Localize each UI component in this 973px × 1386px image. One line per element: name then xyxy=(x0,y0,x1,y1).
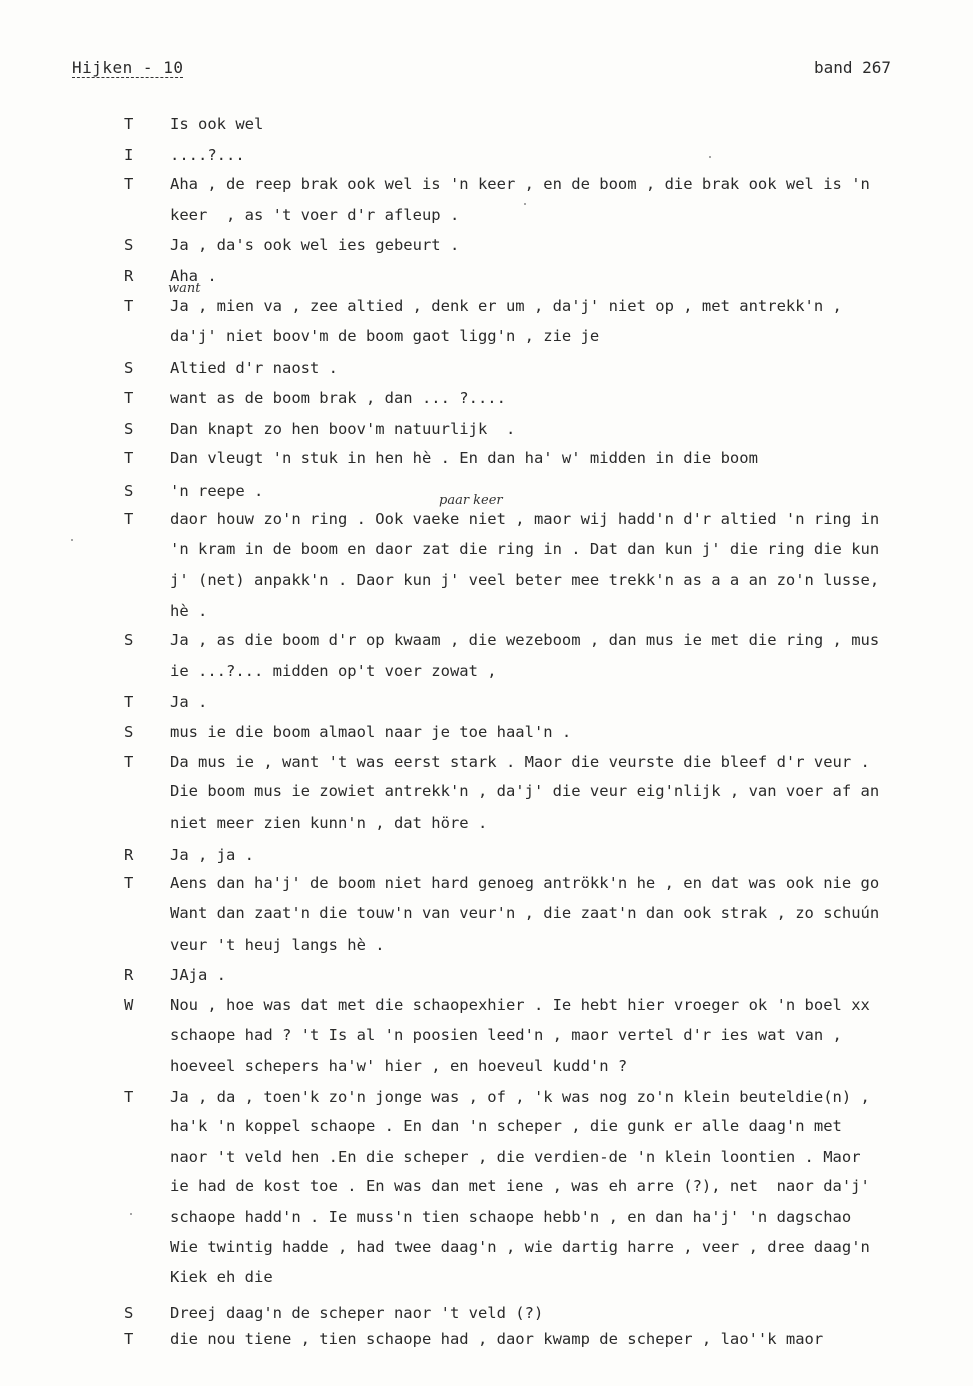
utterance-text: mus ie die boom almaol naar je toe haal'n . xyxy=(170,723,572,741)
transcript-line xyxy=(0,113,973,135)
transcript-line xyxy=(0,295,973,317)
speaker-label: T xyxy=(124,297,134,315)
document-header-left xyxy=(72,58,183,78)
transcript-line xyxy=(0,600,973,622)
document-header-right: band 267 xyxy=(814,58,892,77)
transcript-line xyxy=(0,844,973,866)
transcript-line xyxy=(0,1175,973,1197)
transcript-line xyxy=(0,357,973,379)
transcript-line xyxy=(0,234,973,256)
utterance-text: die nou tiene , tien schaope had , daor kwamp de scheper , lao''k maor xyxy=(170,1330,824,1348)
speaker-label: T xyxy=(124,874,134,892)
speaker-label: S xyxy=(124,236,134,254)
speaker-label: I xyxy=(124,146,134,164)
utterance-text: Want dan zaat'n die touw'n van veur'n , die zaat'n dan ook strak , zo schuún xyxy=(170,904,880,922)
speaker-label: T xyxy=(124,1330,134,1348)
transcript-line xyxy=(0,538,973,560)
paper-speck xyxy=(71,539,73,541)
utterance-text: hoeveel schepers ha'w' hier , en hoeveul kudd'n ? xyxy=(170,1057,628,1075)
handwritten-correction-want: want xyxy=(168,281,201,296)
transcript-line xyxy=(0,387,973,409)
utterance-text: keer , as 't voer d'r afleup . xyxy=(170,206,460,224)
utterance-text: ha'k 'n koppel schaope . En dan 'n scheper , die gunk er alle daag'n met xyxy=(170,1117,842,1135)
utterance-text: Ja , da , toen'k zo'n jonge was , of , 'k was nog zo'n klein beuteldie(n) , xyxy=(170,1088,870,1106)
transcript-line xyxy=(0,447,973,469)
paper-speck xyxy=(709,156,711,158)
utterance-text: niet meer zien kunn'n , dat höre . xyxy=(170,814,488,832)
utterance-text: schaope had ? 't Is al 'n poosien leed'n , maor vertel d'r ies wat van , xyxy=(170,1026,842,1044)
speaker-label: R xyxy=(124,966,134,984)
utterance-text: daor houw zo'n ring . Ook vaeke niet , maor wij hadd'n d'r altied 'n ring in xyxy=(170,510,880,528)
utterance-text: 'n kram in de boom en daor zat die ring in . Dat dan kun j' die ring die kun xyxy=(170,540,880,558)
speaker-label: T xyxy=(124,389,134,407)
utterance-text: ie ...?... midden op't voer zowat , xyxy=(170,662,497,680)
utterance-text: ....?... xyxy=(170,146,245,164)
transcript-line xyxy=(0,1055,973,1077)
transcript-line xyxy=(0,1086,973,1108)
transcript-line xyxy=(0,902,973,924)
utterance-text: Is ook wel xyxy=(170,115,264,133)
speaker-label: T xyxy=(124,510,134,528)
header-title: Hijken - 10 xyxy=(72,58,184,77)
utterance-text: Nou , hoe was dat met die schaopexhier . Ie hebt hier vroeger ok 'n boel xx xyxy=(170,996,870,1014)
speaker-label: S xyxy=(124,359,134,377)
paper-speck xyxy=(130,1213,132,1215)
transcript-line xyxy=(0,751,973,773)
transcript-line xyxy=(0,265,973,287)
utterance-text: schaope hadd'n . Ie muss'n tien schaope hebb'n , en dan ha'j' 'n dagschao xyxy=(170,1208,852,1226)
speaker-label: T xyxy=(124,115,134,133)
utterance-text: Dreej daag'n de scheper naor 't veld (?) xyxy=(170,1304,544,1322)
utterance-text: ie had de kost toe . En was dan met iene , was eh arre (?), net naor da'j' xyxy=(170,1177,870,1195)
utterance-text: Dan vleugt 'n stuk in hen hè . En dan ha' w' midden in die boom xyxy=(170,449,758,467)
transcript-line xyxy=(0,204,973,226)
transcript-line xyxy=(0,660,973,682)
speaker-label: S xyxy=(124,631,134,649)
utterance-text: hè . xyxy=(170,602,208,620)
transcript-line xyxy=(0,1146,973,1168)
speaker-label: R xyxy=(124,267,134,285)
transcript-line xyxy=(0,721,973,743)
utterance-text: da'j' niet boov'm de boom gaot ligg'n , zie je xyxy=(170,327,600,345)
transcript-line xyxy=(0,508,973,530)
transcript-line xyxy=(0,964,973,986)
speaker-label: T xyxy=(124,175,134,193)
transcript-line xyxy=(0,325,973,347)
utterance-text: Altied d'r naost . xyxy=(170,359,338,377)
utterance-text: Ja . xyxy=(170,693,208,711)
transcript-line xyxy=(0,173,973,195)
utterance-text: Dan knapt zo hen boov'm natuurlijk . xyxy=(170,420,516,438)
transcript-line xyxy=(0,780,973,802)
utterance-text: veur 't heuj langs hè . xyxy=(170,936,385,954)
speaker-label: R xyxy=(124,846,134,864)
transcript-line xyxy=(0,1115,973,1137)
transcript-line xyxy=(0,1206,973,1228)
transcript-line xyxy=(0,1236,973,1258)
utterance-text: Ja , as die boom d'r op kwaam , die wezeboom , dan mus ie met die ring , mus xyxy=(170,631,880,649)
handwritten-correction-paar-keer: paar keer xyxy=(439,493,503,508)
utterance-text: want as de boom brak , dan ... ?.... xyxy=(170,389,506,407)
utterance-text: Die boom mus ie zowiet antrekk'n , da'j' die veur eig'nlijk , van voer af an xyxy=(170,782,880,800)
transcript-line xyxy=(0,480,973,502)
transcript-line xyxy=(0,934,973,956)
utterance-text: naor 't veld hen .En die scheper , die verdien-de 'n klein loontien . Maor xyxy=(170,1148,861,1166)
utterance-text: Aens dan ha'j' de boom niet hard genoeg antrökk'n he , en dat was ook nie go xyxy=(170,874,880,892)
utterance-text: Aha . xyxy=(170,267,217,285)
speaker-label: S xyxy=(124,723,134,741)
transcript-line xyxy=(0,872,973,894)
transcript-line xyxy=(0,1302,973,1324)
speaker-label: S xyxy=(124,1304,134,1322)
utterance-text: JAja . xyxy=(170,966,226,984)
utterance-text: Da mus ie , want 't was eerst stark . Maor die veurste die bleef d'r veur . xyxy=(170,753,870,771)
speaker-label: S xyxy=(124,482,134,500)
speaker-label: T xyxy=(124,753,134,771)
utterance-text: Ja , da's ook wel ies gebeurt . xyxy=(170,236,460,254)
transcript-line xyxy=(0,1266,973,1288)
speaker-label: T xyxy=(124,693,134,711)
speaker-label: S xyxy=(124,420,134,438)
utterance-text: Wie twintig hadde , had twee daag'n , wie dartig harre , veer , dree daag'n xyxy=(170,1238,870,1256)
transcript-line xyxy=(0,994,973,1016)
utterance-text: Ja , ja . xyxy=(170,846,254,864)
transcript-line xyxy=(0,569,973,591)
utterance-text: Aha , de reep brak ook wel is 'n keer , en de boom , die brak ook wel is 'n xyxy=(170,175,870,193)
transcript-line xyxy=(0,629,973,651)
utterance-text: Ja , mien va , zee altied , denk er um , da'j' niet op , met antrekk'n , xyxy=(170,297,842,315)
transcript-line xyxy=(0,144,973,166)
utterance-text: Kiek eh die xyxy=(170,1268,273,1286)
utterance-text: 'n reepe . xyxy=(170,482,264,500)
paper-speck xyxy=(524,203,526,205)
transcript-line xyxy=(0,418,973,440)
speaker-label: T xyxy=(124,1088,134,1106)
speaker-label: T xyxy=(124,449,134,467)
utterance-text: j' (net) anpakk'n . Daor kun j' veel beter mee trekk'n as a a an zo'n lusse, xyxy=(170,571,880,589)
transcript-line xyxy=(0,1328,973,1350)
transcript-line xyxy=(0,812,973,834)
transcript-line xyxy=(0,691,973,713)
speaker-label: W xyxy=(124,996,134,1014)
transcript-line xyxy=(0,1024,973,1046)
